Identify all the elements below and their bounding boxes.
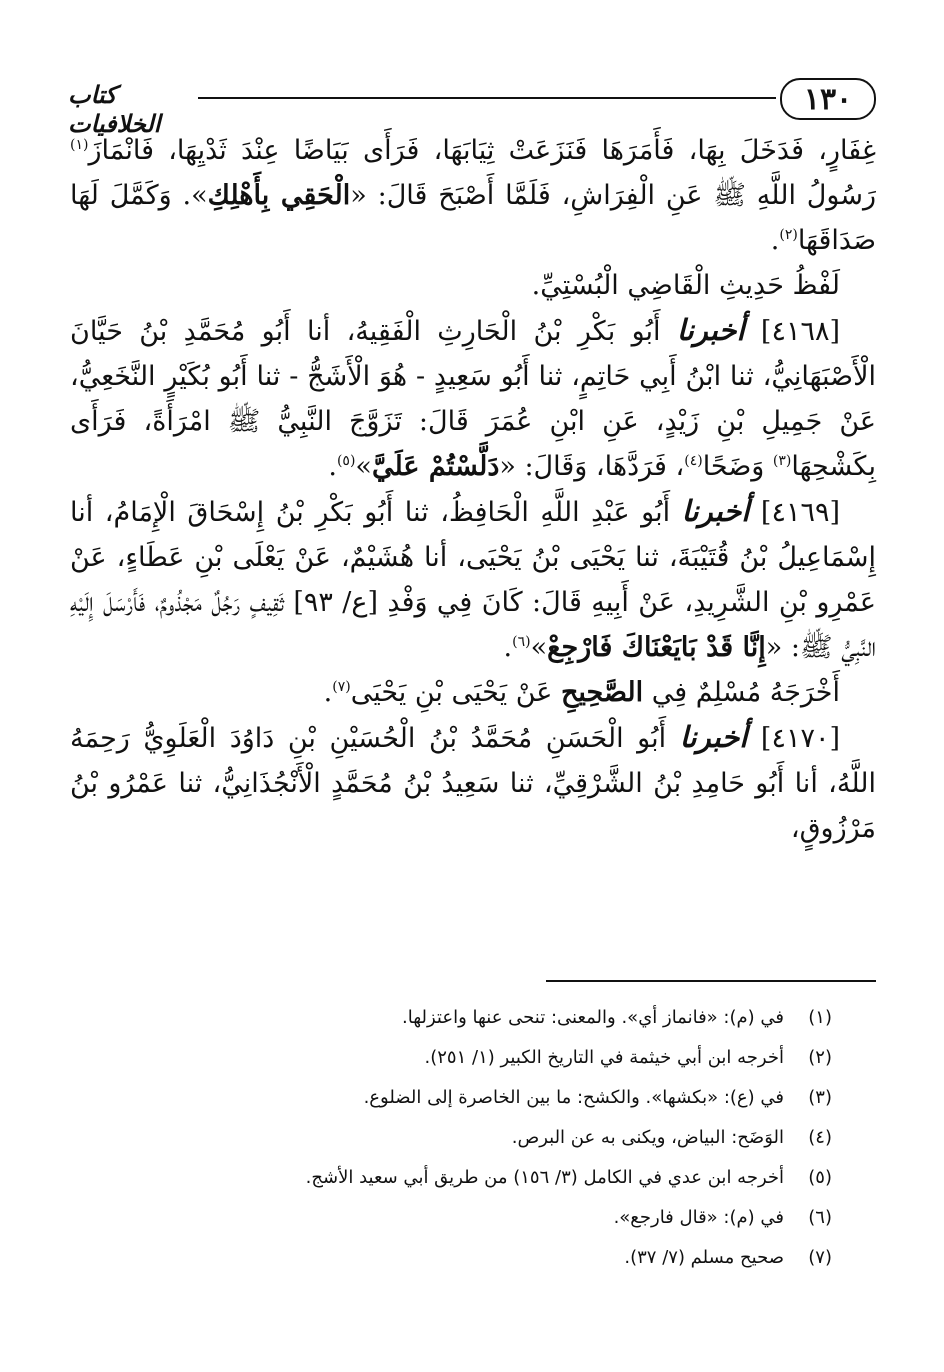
- hadith-number: [٤١٦٩]: [749, 497, 840, 528]
- wording-note: لَفْظُ حَدِيثِ الْقَاضِي الْبُسْتِيِّ.: [531, 270, 840, 301]
- footnote-text: في (م): «قال فارجع».: [613, 1207, 784, 1228]
- book-reference: الصَّحِيحِ: [560, 677, 644, 708]
- text-run: رَسُولُ اللَّهِ ﷺ عَنِ الْفِرَاشِ، فَلَمَّا أَصْبَحَ قَالَ: «: [350, 180, 876, 211]
- book-title: كتاب الخلافيات: [68, 80, 161, 138]
- akhbarana-marker: أخبرنا: [679, 720, 748, 754]
- text-run: وَضَحًا: [702, 451, 773, 482]
- footnote-number: (٧): [808, 1247, 832, 1268]
- footnote: [112, 1118, 832, 1158]
- footnote-number: (٣): [808, 1087, 832, 1108]
- akhbarana-marker: أخبرنا: [676, 313, 745, 347]
- quoted-hadith: إِنَّا قَدْ بَايَعْنَاكَ فَارْجِعْ: [547, 632, 766, 663]
- text-run: أَبُو بَكْرِ بْنُ الْحَارِثِ الْفَقِيهُ، أنا أَبُو مُحَمَّدِ بْنُ حَيَّانَ الْأَصْبَهَانِيُّ، ثنا ابْنُ أَبِي حَاتِمٍ، ثنا أَبُو سَعِيدٍ - هُوَ الْأَشَجُّ - ثنا أَبُو بُكَيْرٍ النَّخَعِيُّ، عَنْ جَمِيلِ بْنِ زَيْدٍ، عَنِ ابْنِ عُمَرَ قَالَ: تَزَوَّجَ النَّبِيُّ ﷺ امْرَأَةً، فَرَأَى بِكَشْحِهَا: [70, 316, 876, 482]
- footnote: [112, 1158, 832, 1198]
- paragraph-continuation: [70, 128, 876, 263]
- footnote-ref: (٣): [772, 453, 792, 469]
- text-run: .: [503, 632, 513, 663]
- hadith-number: [٤١٦٨]: [744, 316, 840, 347]
- quoted-hadith: دَلَّسْتُمْ عَلَيَّ: [371, 451, 500, 482]
- footnote-number: (٤): [808, 1127, 832, 1148]
- footnote-number: (٦): [808, 1207, 832, 1228]
- footnote: [112, 1238, 832, 1278]
- footnote-text: صحيح مسلم (٧/ ٣٧).: [624, 1247, 784, 1268]
- text-run: .: [328, 451, 337, 482]
- footnote-text: أخرجه ابن عدي في الكامل (٣/ ١٥٦) من طريق أبي سعيد الأشج.: [305, 1167, 784, 1188]
- footnote: [112, 1078, 832, 1118]
- hadith-4169: [70, 489, 876, 670]
- text-run: .: [323, 677, 333, 708]
- hadith-4168: [70, 308, 876, 489]
- hadith-number: [٤١٧٠]: [747, 723, 840, 754]
- main-text: [70, 128, 876, 851]
- footnote-ref: (٥): [336, 453, 356, 469]
- footnote-number: (٥): [808, 1167, 832, 1188]
- footnote-separator: [546, 980, 876, 982]
- footnote-text: في (م): «فانماز أي». والمعنى: تنحى عنها واعتزلها.: [402, 1007, 784, 1028]
- text-run: غِفَارٍ، فَدَخَلَ بِهَا، فَأَمَرَهَا فَنَزَعَتْ ثِيَابَهَا، فَرَأَى بَيَاضًا عِنْدَ ثَدْيِهَا، فَانْمَازَ: [88, 135, 876, 166]
- text-run: ، فَرَدَّهَا، وَقَالَ: «: [499, 451, 685, 482]
- text-run: »: [355, 451, 372, 482]
- takhrij-note: [70, 670, 876, 715]
- footnote: [112, 1038, 832, 1078]
- text-run: .: [770, 225, 780, 256]
- header-rule: [198, 97, 776, 99]
- footnote-ref: (٧): [332, 679, 351, 695]
- page-header: [68, 78, 876, 138]
- footnote-text: الوَضَح: البياض، ويكنى به عن البرص.: [511, 1127, 784, 1148]
- quoted-hadith: الْحَقِي بِأَهْلِكِ: [207, 180, 351, 211]
- footnote-number: (٢): [808, 1047, 832, 1068]
- footnote-ref: (٦): [512, 634, 531, 650]
- footnote-ref: (١): [70, 137, 89, 153]
- footnote: [112, 1198, 832, 1238]
- text-run: أَخْرَجَهُ مُسْلِمٌ فِي: [643, 677, 840, 708]
- hadith-4170: [70, 715, 876, 851]
- footnote-text: في (ع): «بكشها». والكشح: ما بين الخاصرة إلى الضلوع.: [363, 1087, 784, 1108]
- text-run: أَبُو الْحَسَنِ مُحَمَّدُ بْنُ الْحُسَيْنِ بْنِ دَاوُدَ الْعَلَوِيُّ رَحِمَهُ اللَّهُ، أنا أَبُو حَامِدِ بْنُ الشَّرْقِيِّ، ثنا سَعِيدُ بْنُ مُحَمَّدٍ الْأَنْجُذَانِيُّ، ثنا عَمْرُو بْنُ مَرْزُوقٍ،: [70, 723, 876, 844]
- footnote-ref: (٤): [684, 453, 703, 469]
- footnote-ref: (٢): [779, 227, 798, 243]
- footnote: [112, 998, 832, 1038]
- text-run: »: [530, 632, 548, 663]
- footnote-text: أخرجه ابن أبي خيثمة في التاريخ الكبير (١/ ٢٥١).: [424, 1047, 784, 1068]
- akhbarana-marker: أخبرنا: [681, 494, 750, 528]
- page-number: ١٣٠: [780, 78, 876, 120]
- text-run: ». وَكَمَّلَ لَهَا صَدَاقَهَا: [70, 180, 876, 256]
- footnote-number: (١): [808, 1007, 832, 1028]
- footnotes: [112, 998, 832, 1278]
- text-run: عَنْ يَحْيَى بْنِ يَحْيَى: [350, 677, 561, 708]
- text-run: أَبُو عَبْدِ اللَّهِ الْحَافِظُ، ثنا أَبُو بَكْرِ بْنُ إِسْحَاقَ الْإِمَامُ، أنا إِسْمَاعِيلُ بْنُ قُتَيْبَةَ، ثنا يَحْيَى بْنُ يَحْيَى، أنا هُشَيْمٌ، عَنْ يَعْلَى بْنِ عَطَاءٍ، عَنْ عَمْرِو بْنِ الشَّرِيدِ، عَنْ أَبِيهِ قَالَ: كَانَ فِي وَفْدِ [ع/ ٩٣] ثَقِيفٍ رَجُلٌ مَجْذُومٌ، فَأَرْسَلَ إِلَيْهِ النَّبِيُّ ﷺ: «: [70, 497, 876, 663]
